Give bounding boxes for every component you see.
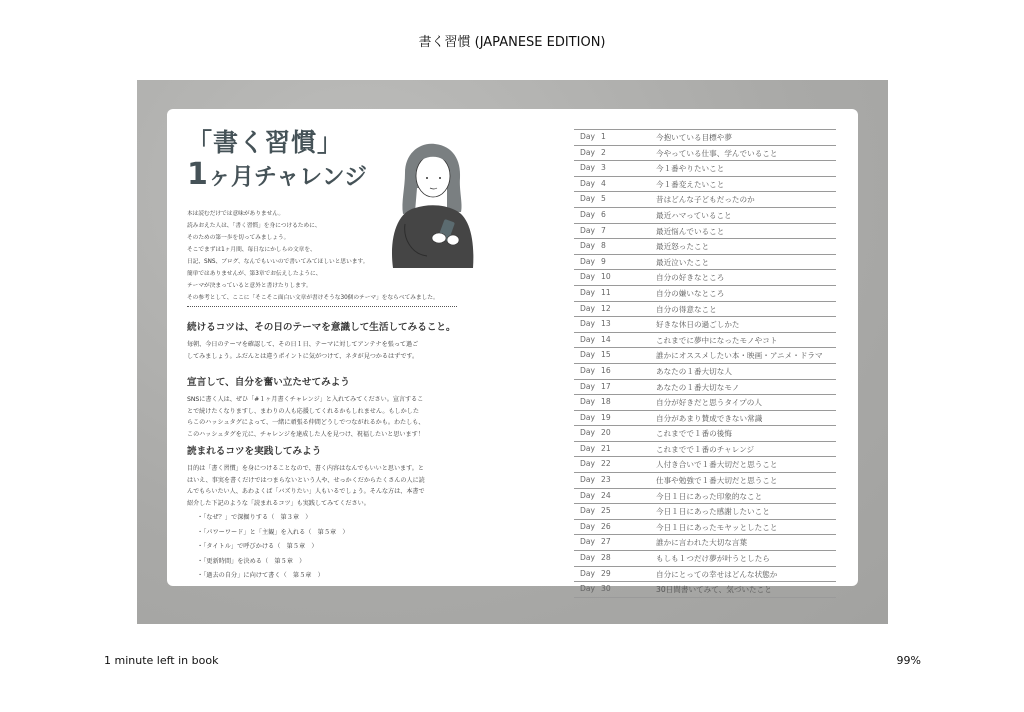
tip-item: ・「なぜ？」で深掘りする（ 第３章 ） — [197, 514, 312, 521]
book-page-spread[interactable] — [137, 80, 888, 624]
day-row — [574, 129, 836, 145]
day-number: 5 — [601, 194, 606, 204]
day-number: 24 — [601, 490, 611, 500]
dotted-divider — [187, 306, 457, 307]
day-number: 27 — [601, 537, 611, 547]
day-row — [574, 145, 836, 161]
intro-text — [187, 208, 439, 304]
day-label: Day — [580, 334, 595, 344]
body-line: 目的は「書く習慣」を身につけることなので、書く内容はなんでもいいと思います。と — [187, 465, 424, 472]
day-label: Day — [580, 537, 595, 547]
day-theme: 誰かにオススメしたい本・映画・アニメ・ドラマ — [656, 351, 823, 361]
day-row — [574, 519, 836, 535]
day-row — [574, 285, 836, 301]
day-row — [574, 379, 836, 395]
intro-line: 本は読むだけでは意味がありません。 — [187, 211, 285, 217]
day-label: Day — [580, 303, 595, 313]
day-row — [574, 207, 836, 223]
intro-line: テーマが決まっていると意外と書けたりします。 — [187, 283, 312, 289]
day-number: 1 — [601, 132, 606, 141]
day-theme: もしも１つだけ夢が叶うとしたら — [656, 554, 770, 564]
day-row — [574, 160, 836, 176]
day-label: Day — [580, 147, 595, 157]
day-number: 13 — [601, 319, 611, 329]
day-theme: 自分が好きだと思うタイプの人 — [656, 398, 762, 408]
day-theme: 人付き合いで１番大切だと思うこと — [656, 460, 778, 470]
day-theme: 自分の得意なこと — [656, 304, 717, 314]
section-body — [187, 463, 477, 509]
day-row — [574, 238, 836, 254]
day-number: 25 — [601, 506, 611, 516]
body-line: とで続けたくなりますし、まわりの人も応援してくれるかもしれません。もしかした — [187, 407, 419, 415]
day-label: Day — [580, 428, 595, 438]
day-row — [574, 269, 836, 285]
time-left-status: 1 minute left in book — [104, 654, 219, 667]
day-theme: あなたの１番大切な人 — [656, 366, 732, 376]
day-label: Day — [580, 194, 595, 204]
day-number: 20 — [601, 428, 611, 438]
body-line: 紹介した下記のような「読まれるコツ」も実践してみてください。 — [187, 499, 370, 507]
reading-progress: 99% — [896, 654, 921, 667]
day-label: Day — [580, 412, 595, 422]
day-theme: 30日間書いてみて、気づいたこと — [656, 585, 772, 595]
day-label: Day — [580, 506, 595, 516]
day-label: Day — [580, 256, 595, 266]
day-number: 8 — [601, 241, 606, 251]
tip-item: ・「過去の自分」に向けて書く（ 第５章 ） — [197, 572, 324, 579]
page-card — [167, 109, 858, 595]
day-label: Day — [580, 584, 595, 594]
day-number: 23 — [601, 475, 611, 485]
day-row — [574, 254, 836, 270]
day-row — [574, 410, 836, 426]
day-number: 11 — [601, 287, 611, 297]
day-number: 12 — [601, 303, 611, 313]
day-label: Day — [580, 163, 595, 173]
day-number: 18 — [601, 397, 611, 407]
day-number: 17 — [601, 381, 611, 391]
day-theme: 自分の好きなところ — [656, 273, 725, 283]
day-label: Day — [580, 365, 595, 375]
day-row — [574, 550, 836, 566]
day-theme: 今日１日にあった感謝したいこと — [656, 507, 770, 517]
body-line: してみましょう。ふだんとは違うポイントに気がつけて、ネタが見つかるはずです。 — [187, 352, 419, 360]
day-label: Day — [580, 241, 595, 251]
day-theme: 仕事や勉強で１番大切だと思うこと — [656, 476, 778, 486]
section-body — [187, 394, 477, 440]
day-label: Day — [580, 397, 595, 407]
page-subtitle — [187, 157, 367, 192]
day-label: Day — [580, 225, 595, 235]
day-label: Day — [580, 553, 595, 563]
day-theme: 今日１日にあった印象的なこと — [656, 491, 763, 501]
day-label: Day — [580, 443, 595, 453]
section-body — [187, 339, 477, 362]
day-number: 10 — [601, 272, 611, 282]
day-label: Day — [580, 287, 595, 297]
day-number: 29 — [601, 568, 611, 578]
day-label: Day — [580, 459, 595, 469]
day-row — [574, 332, 836, 348]
day-number: 14 — [601, 334, 611, 344]
day-row — [574, 191, 836, 207]
day-row — [574, 472, 836, 488]
intro-line: 読みおえた人は、「書く習慣」を身につけるために、 — [187, 223, 321, 229]
intro-line: 日記、SNS、ブログ、なんでもいいので書いてみてほしいと思います。 — [187, 259, 369, 265]
section-heading: 読まれるコツを実践してみよう — [187, 446, 322, 457]
day-label: Day — [580, 319, 595, 329]
day-theme: 最近怒ったこと — [656, 242, 710, 252]
day-row — [574, 425, 836, 441]
body-line: はいえ、事実を書くだけではつまらないという人や、せっかくだからたくさんの人に読 — [187, 476, 425, 484]
day-label: Day — [580, 475, 595, 485]
day-row — [574, 223, 836, 239]
day-row — [574, 456, 836, 472]
body-line: このハッシュタグを元に、チャレンジを達成した人を見つけ、祝福したいと思います！ — [187, 430, 424, 438]
day-number: 15 — [601, 350, 611, 360]
day-theme: 今日１日にあったモヤッとしたこと — [656, 522, 778, 532]
day-number: 28 — [601, 553, 611, 563]
tip-item: ・「タイトル」で呼びかける（ 第５章 ） — [197, 543, 318, 550]
day-theme: 自分の嫌いなところ — [656, 288, 725, 298]
body-line: らこのハッシュタグによって、一緒に頑張る仲間どうしでつながれるかも。わたしも、 — [187, 419, 425, 426]
section-heading: 続けるコツは、その日のテーマを意識して生活してみること。 — [187, 322, 456, 333]
day-row — [574, 176, 836, 192]
day-number: 21 — [601, 443, 611, 453]
day-row — [574, 534, 836, 550]
day-number: 9 — [601, 256, 606, 266]
tips-list — [197, 512, 349, 585]
day-label: Day — [580, 209, 595, 219]
day-row — [574, 347, 836, 363]
book-title: 書く習慣 (JAPANESE EDITION) — [418, 35, 606, 50]
day-label: Day — [580, 178, 595, 188]
day-label: Day — [580, 490, 595, 500]
day-number: 2 — [601, 147, 606, 157]
day-theme: 最近ハマっていること — [656, 210, 732, 220]
day-theme: 今やっている仕事、学んでいること — [656, 148, 778, 158]
body-line: んでもらいたい人、あわよくば「バズりたい」人もいるでしょう。そんな方は、本書で — [187, 488, 425, 495]
day-row — [574, 316, 836, 332]
day-theme: あなたの１番大切なモノ — [656, 382, 740, 392]
day-label: Day — [580, 521, 595, 531]
day-theme: 今１番変えたいこと — [656, 179, 725, 189]
day-theme: これまでに夢中になったモノやコト — [656, 335, 778, 345]
subtitle-text: ヶ月チャレンジ — [207, 164, 368, 190]
day-number: 6 — [601, 209, 606, 219]
day-theme: これまでで１番のチャレンジ — [656, 444, 755, 454]
day-number: 4 — [601, 178, 606, 188]
day-row — [574, 363, 836, 379]
day-theme: 今１番やりたいこと — [656, 164, 725, 174]
tip-item: ・「更新時間」を決める（ 第５章 ） — [197, 557, 306, 565]
day-row — [574, 488, 836, 504]
body-line: 毎朝、今日のテーマを確認して、その日１日、テーマに対してアンテナを張って過ご — [187, 341, 419, 348]
tip-item: ・「パワーワード」と「主観」を入れる（ 第５章 ） — [197, 528, 349, 536]
intro-line: その参考として、ここに「そこそこ面白い文章が書けそうな30個のテーマ」をならべてみました。 — [187, 295, 439, 301]
day-row — [574, 503, 836, 519]
body-line: SNSに書く人は、ぜひ「#１ヶ月書くチャレンジ」と入れてみてください。宣言するこ — [187, 396, 424, 403]
day-number: 26 — [601, 521, 611, 531]
day-theme: 好きな休日の過ごしかた — [656, 320, 740, 330]
section-tip-1 — [187, 319, 477, 362]
day-row — [574, 301, 836, 317]
day-theme: 昔はどんな子どもだったのか — [656, 195, 755, 205]
day-number: 19 — [601, 412, 611, 422]
intro-line: そこでまずは1ヶ月間、毎日なにかしらの文章を、 — [187, 247, 316, 253]
day-theme: 今抱いている目標や夢 — [656, 133, 732, 142]
day-number: 22 — [601, 459, 611, 469]
day-label: Day — [580, 568, 595, 578]
day-label: Day — [580, 132, 595, 141]
day-theme: 自分があまり賛成できない常識 — [656, 413, 763, 423]
page-title: 「書く習慣」 — [187, 128, 344, 157]
day-number: 7 — [601, 225, 606, 235]
day-label: Day — [580, 381, 595, 391]
day-theme: 最近悩んでいること — [656, 226, 725, 236]
day-label: Day — [580, 272, 595, 282]
day-row — [574, 581, 836, 598]
day-theme: 最近泣いたこと — [656, 257, 710, 267]
day-label: Day — [580, 350, 595, 360]
day-row — [574, 566, 836, 582]
subtitle-number: 1 — [187, 157, 208, 192]
day-row — [574, 394, 836, 410]
day-row — [574, 441, 836, 457]
intro-line: 簡単ではありませんが、第3章でお伝えしたように、 — [187, 271, 322, 277]
section-tip-3 — [187, 443, 477, 509]
day-theme: 自分にとっての幸せはどんな状態か — [656, 569, 778, 579]
day-themes-table — [574, 129, 836, 598]
section-heading: 宣言して、自分を奮い立たせてみよう — [187, 377, 350, 388]
intro-line: そのための第一歩を切ってみましょう。 — [187, 235, 290, 241]
day-number: 3 — [601, 163, 606, 173]
day-number: 16 — [601, 365, 611, 375]
day-theme: 誰かに言われた大切な言葉 — [656, 538, 748, 548]
section-tip-2 — [187, 374, 477, 440]
day-number: 30 — [601, 584, 611, 594]
day-theme: これまでで１番の後悔 — [656, 429, 732, 439]
